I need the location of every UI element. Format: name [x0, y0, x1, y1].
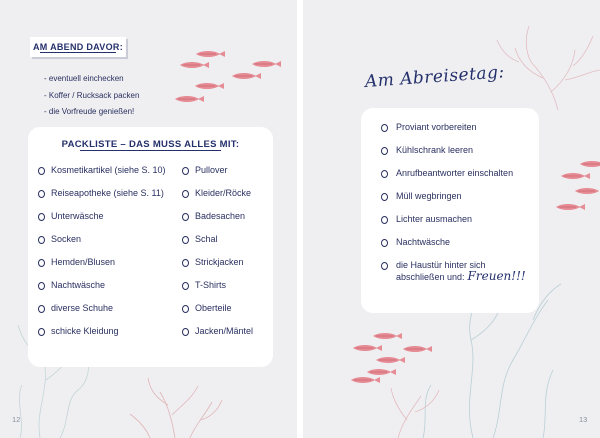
circle-bullet-icon [38, 259, 45, 267]
checklist-item: Badesachen [182, 205, 253, 228]
packing-list-title: PACKLISTE – DAS MUSS ALLES MIT: [61, 139, 240, 150]
last-item-line2: abschließen und: [396, 272, 465, 282]
fish-icon [575, 188, 599, 194]
checklist-item: Kleider/Röcke [182, 182, 253, 205]
fish-icon [195, 83, 224, 89]
circle-bullet-icon [38, 213, 45, 221]
coral-illustration-bottom [391, 388, 439, 438]
page-number-right: 13 [579, 415, 588, 424]
circle-bullet-icon [38, 305, 45, 313]
title-underline [80, 150, 221, 151]
fish-icon [232, 73, 261, 79]
evening-heading-text: AM ABEND DAVOR: [33, 42, 123, 52]
page-number-left: 12 [12, 415, 21, 424]
checklist-item: Schal [182, 228, 253, 251]
list-item: - die Vorfreude genießen! [44, 107, 135, 116]
circle-bullet-icon [381, 216, 388, 224]
departure-day-title: Am Abreisetag: [364, 62, 506, 92]
fish-icon [351, 377, 380, 383]
circle-bullet-icon [182, 190, 189, 198]
freuen-script: Freuen!!! [467, 269, 526, 283]
evening-heading [30, 37, 126, 57]
fish-school-left [175, 51, 281, 102]
circle-bullet-icon [38, 282, 45, 290]
circle-bullet-icon [381, 124, 388, 132]
departure-checklist [381, 122, 526, 295]
packing-list-card [28, 127, 273, 367]
checklist-item: Socken [38, 228, 166, 251]
fish-icon [180, 62, 209, 68]
checklist-item: Pullover [182, 159, 253, 182]
fish-school-right [556, 161, 600, 210]
last-item-line1: die Haustür hinter sich [396, 260, 486, 270]
circle-bullet-icon [38, 190, 45, 198]
checklist-item: Oberteile [182, 297, 253, 320]
fish-school-bottom [351, 333, 432, 383]
heading-underline [40, 52, 116, 53]
right-page [303, 0, 600, 438]
checklist-item: Lichter ausmachen [381, 214, 526, 225]
fish-icon [403, 346, 432, 352]
checklist-item: Anrufbeantworter einschalten [381, 168, 526, 179]
departure-checklist-card [361, 108, 539, 313]
checklist-item: Reiseapotheke (siehe S. 11) [38, 182, 166, 205]
evening-list [44, 71, 139, 121]
circle-bullet-icon [38, 167, 45, 175]
circle-bullet-icon [182, 328, 189, 336]
fish-icon [353, 345, 382, 351]
circle-bullet-icon [381, 193, 388, 201]
fish-icon [196, 51, 225, 57]
fish-icon [556, 204, 585, 210]
circle-bullet-icon [182, 259, 189, 267]
checklist-item: T-Shirts [182, 274, 253, 297]
circle-bullet-icon [182, 305, 189, 313]
packing-column-1 [38, 159, 166, 343]
fish-icon [175, 96, 204, 102]
checklist-item: Kosmetikartikel (siehe S. 10) [38, 159, 166, 182]
fish-icon [367, 369, 396, 375]
coral-illustration-left [130, 378, 222, 438]
checklist-item: Müll wegbringen [381, 191, 526, 202]
checklist-item: Hemden/Blusen [38, 251, 166, 274]
checklist-item: Proviant vorbereiten [381, 122, 526, 133]
circle-bullet-icon [182, 213, 189, 221]
circle-bullet-icon [182, 282, 189, 290]
circle-bullet-icon [38, 328, 45, 336]
circle-bullet-icon [182, 236, 189, 244]
checklist-item [381, 260, 526, 283]
packing-column-2 [182, 159, 253, 343]
circle-bullet-icon [381, 170, 388, 178]
coral-illustration-right [497, 26, 600, 110]
list-item: - Koffer / Rucksack packen [44, 90, 140, 100]
list-item: - eventuell einchecken [44, 74, 124, 83]
checklist-item: Nachtwäsche [381, 237, 526, 248]
fish-icon [580, 161, 600, 167]
checklist-item: schicke Kleidung [38, 320, 166, 343]
checklist-item: Strickjacken [182, 251, 253, 274]
circle-bullet-icon [381, 147, 388, 155]
fish-icon [561, 173, 590, 179]
checklist-item: Nachtwäsche [38, 274, 166, 297]
fish-icon [376, 357, 405, 363]
checklist-item: Unterwäsche [38, 205, 166, 228]
checklist-item: Jacken/Mäntel [182, 320, 253, 343]
circle-bullet-icon [38, 236, 45, 244]
fish-icon [252, 61, 281, 67]
left-page [0, 0, 297, 438]
circle-bullet-icon [182, 167, 189, 175]
circle-bullet-icon [381, 239, 388, 247]
checklist-item: diverse Schuhe [38, 297, 166, 320]
circle-bullet-icon [381, 262, 388, 270]
checklist-item: Kühlschrank leeren [381, 145, 526, 156]
fish-icon [373, 333, 402, 339]
